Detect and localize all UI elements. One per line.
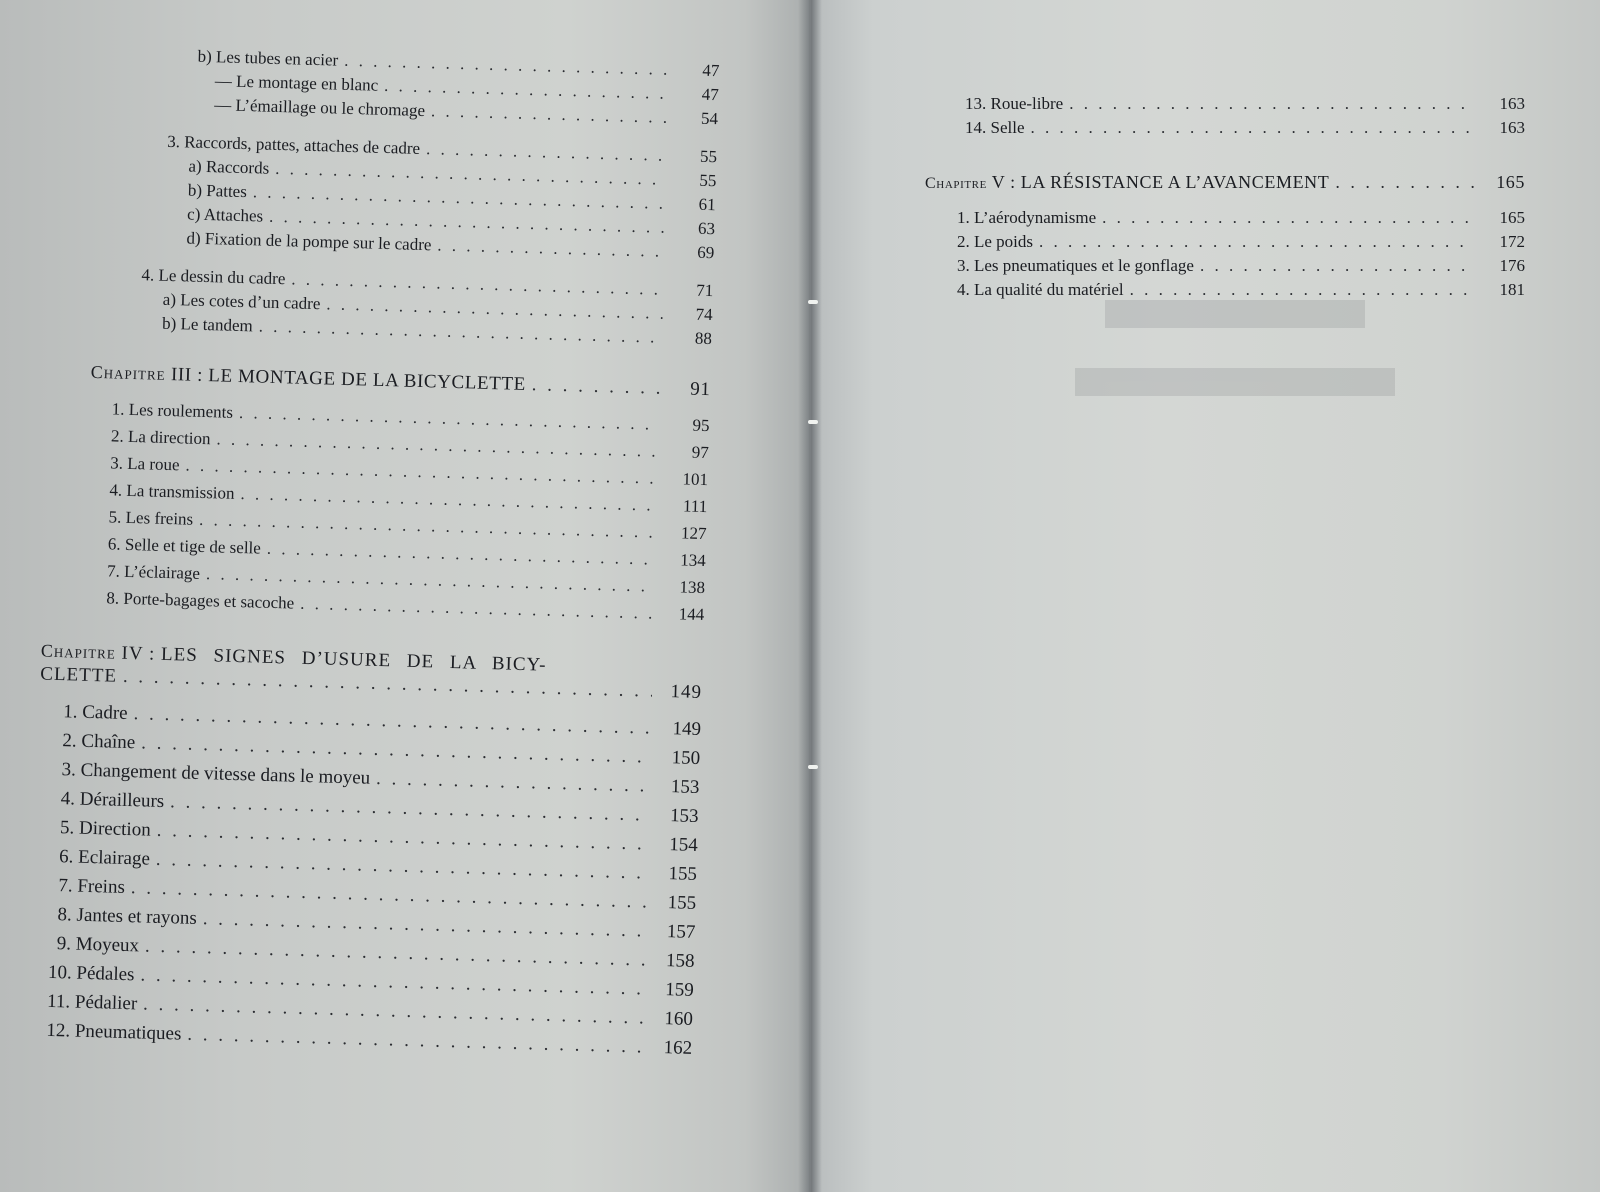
toc-entry-page: 134 [679, 550, 706, 571]
toc-entry-page: 176 [1499, 256, 1525, 275]
chapter-title: LE MONTAGE DE LA BICYCLETTE [208, 365, 527, 395]
toc-entry-page: 74 [695, 304, 713, 325]
toc-entry-label: 2. La direction [110, 426, 211, 449]
toc-entry-label: 8. Porte-bagages et sacoche [106, 588, 295, 613]
toc-entry-page: 88 [694, 328, 713, 349]
toc-entry-page: 159 [664, 979, 695, 1001]
toc-entry-page: 54 [700, 108, 719, 129]
binding-stitch [808, 420, 818, 424]
toc-entry-label: 4. La qualité du matériel [957, 280, 1124, 299]
toc-entry-label: 4. La transmission [109, 480, 235, 503]
chapter-prefix: Chapitre [90, 361, 166, 384]
toc-entry-page: 149 [672, 718, 702, 741]
leader-dots [1130, 278, 1475, 302]
toc-entry-page: 71 [696, 280, 714, 301]
toc-entry-page: 163 [1499, 94, 1525, 113]
toc-entry [957, 206, 1525, 230]
toc-entry [957, 230, 1525, 254]
leader-dots [1069, 92, 1475, 116]
toc-entry-label: — Le montage en blanc [214, 71, 379, 95]
toc-entry-page: 144 [678, 604, 705, 625]
toc-entry-label: c) Attaches [186, 204, 264, 226]
toc-entry-label: — L’émaillage ou le chromage [214, 95, 426, 121]
toc-entry-page: 97 [691, 442, 710, 463]
toc-entry-label: b) Les tubes en acier [197, 46, 339, 70]
chapter-page: 149 [670, 681, 703, 704]
toc-entry-label: 14. Selle [965, 118, 1025, 137]
leader-dots [1039, 230, 1475, 254]
toc-entry-label: 6. Eclairage [58, 846, 151, 870]
toc-entry-label: 11. Pédalier [46, 990, 138, 1015]
toc-entry-label: 7. L’éclairage [106, 561, 201, 583]
chapter-title-line2: CLETTE [40, 663, 118, 687]
chapter-numeral: V : [991, 172, 1016, 192]
toc-entry-label: 6. Selle et tige de selle [107, 534, 262, 558]
toc-entry-label: 3. Changement de vitesse dans le moyeu [61, 759, 371, 789]
chapter-heading [40, 640, 703, 705]
toc-entry-page: 63 [697, 218, 716, 239]
toc-entry [957, 254, 1525, 278]
toc-entry-label: 13. Roue-libre [965, 94, 1064, 113]
toc-entry-label: 9. Moyeux [56, 933, 140, 957]
chapter-prefix: Chapitre [40, 640, 117, 663]
book-gutter [798, 0, 822, 1192]
toc-entry-page: 101 [682, 469, 709, 490]
toc-entry-label: 10. Pédales [47, 961, 135, 986]
toc-entry-label: 4. Le dessin du cadre [141, 265, 286, 289]
toc-entry [965, 116, 1525, 140]
leader-dots [1102, 206, 1475, 230]
left-table-of-contents [2, 40, 720, 1063]
toc-entry-page: 55 [699, 170, 717, 191]
toc-entry-page: 172 [1499, 232, 1525, 251]
toc-entry-label: a) Les cotes d’un cadre [162, 289, 321, 314]
toc-entry-page: 138 [679, 577, 706, 598]
toc-entry-label: 5. Les freins [108, 507, 194, 529]
toc-entry-page: 162 [663, 1037, 693, 1059]
toc-entry-label: 3. La roue [109, 453, 180, 475]
binding-stitch [808, 765, 818, 769]
toc-entry [957, 278, 1525, 302]
toc-entry-page: 154 [668, 834, 699, 856]
chapter-numeral: III : [170, 364, 204, 386]
toc-entry-page: 153 [669, 805, 699, 827]
toc-entry-label: b) Le tandem [161, 313, 254, 336]
toc-entry-page: 111 [682, 496, 708, 517]
toc-entry-label: 3. Les pneumatiques et le gonflage [957, 256, 1194, 275]
toc-entry-label: 8. Jantes et rayons [57, 904, 198, 929]
toc-entry-page: 150 [671, 747, 701, 769]
chapter-heading [90, 360, 710, 402]
toc-entry-page: 55 [699, 146, 718, 167]
toc-entry-page: 61 [698, 194, 716, 215]
toc-entry-page: 157 [666, 921, 696, 943]
toc-entry-page: 160 [664, 1008, 694, 1030]
leader-dots [1200, 254, 1475, 278]
right-table-of-contents [925, 92, 1525, 302]
leader-dots [1031, 116, 1476, 140]
chapter-prefix: Chapitre [925, 175, 987, 192]
chapter-title: LA RÉSISTANCE A L’AVANCEMENT [1020, 172, 1330, 192]
toc-entry-label: 1. Cadre [62, 701, 128, 724]
chapter-page: 91 [690, 378, 711, 401]
leader-dots [1335, 170, 1475, 194]
toc-entry-page: 95 [692, 415, 710, 436]
chapter-page: 165 [1496, 172, 1525, 192]
toc-entry-label: d) Fixation de la pompe sur le cadre [186, 228, 432, 255]
toc-entry-page: 158 [665, 950, 695, 972]
toc-entry-page: 127 [680, 523, 707, 544]
toc-entry-page: 155 [667, 892, 697, 914]
toc-entry-label: b) Pattes [187, 180, 248, 202]
show-through-text [920, 300, 1550, 1160]
toc-entry-page: 69 [697, 242, 715, 263]
leader-dots [531, 373, 660, 401]
toc-entry-page: 181 [1499, 280, 1525, 299]
toc-entry-page: 155 [668, 863, 698, 885]
toc-entry-label: 12. Pneumatiques [46, 1019, 182, 1045]
toc-entry-page: 165 [1499, 208, 1525, 227]
chapter-title-line1: LES SIGNES D’USURE DE LA BICY- [160, 643, 547, 676]
toc-entry-label: 7. Freins [58, 875, 126, 898]
toc-entry-page: 47 [702, 60, 720, 81]
toc-entry-page: 153 [670, 776, 700, 798]
toc-entry-page: 47 [701, 84, 720, 105]
binding-stitch [808, 300, 818, 304]
toc-entry-label: 3. Raccords, pattes, attaches de cadre [166, 131, 421, 158]
chapter-heading [925, 170, 1525, 196]
toc-entry-label: 5. Direction [59, 817, 152, 841]
chapter-numeral: IV : [121, 642, 156, 665]
toc-entry-page: 163 [1499, 118, 1525, 137]
toc-entry-label: a) Raccords [188, 156, 270, 178]
toc-entry [965, 92, 1525, 116]
toc-entry-label: 1. Les roulements [111, 399, 234, 422]
toc-entry-label: 1. L’aérodynamisme [957, 208, 1097, 227]
toc-entry-label: 2. Chaîne [62, 730, 136, 754]
toc-entry-label: 4. Dérailleurs [60, 788, 165, 813]
toc-entry-label: 2. Le poids [957, 232, 1034, 251]
